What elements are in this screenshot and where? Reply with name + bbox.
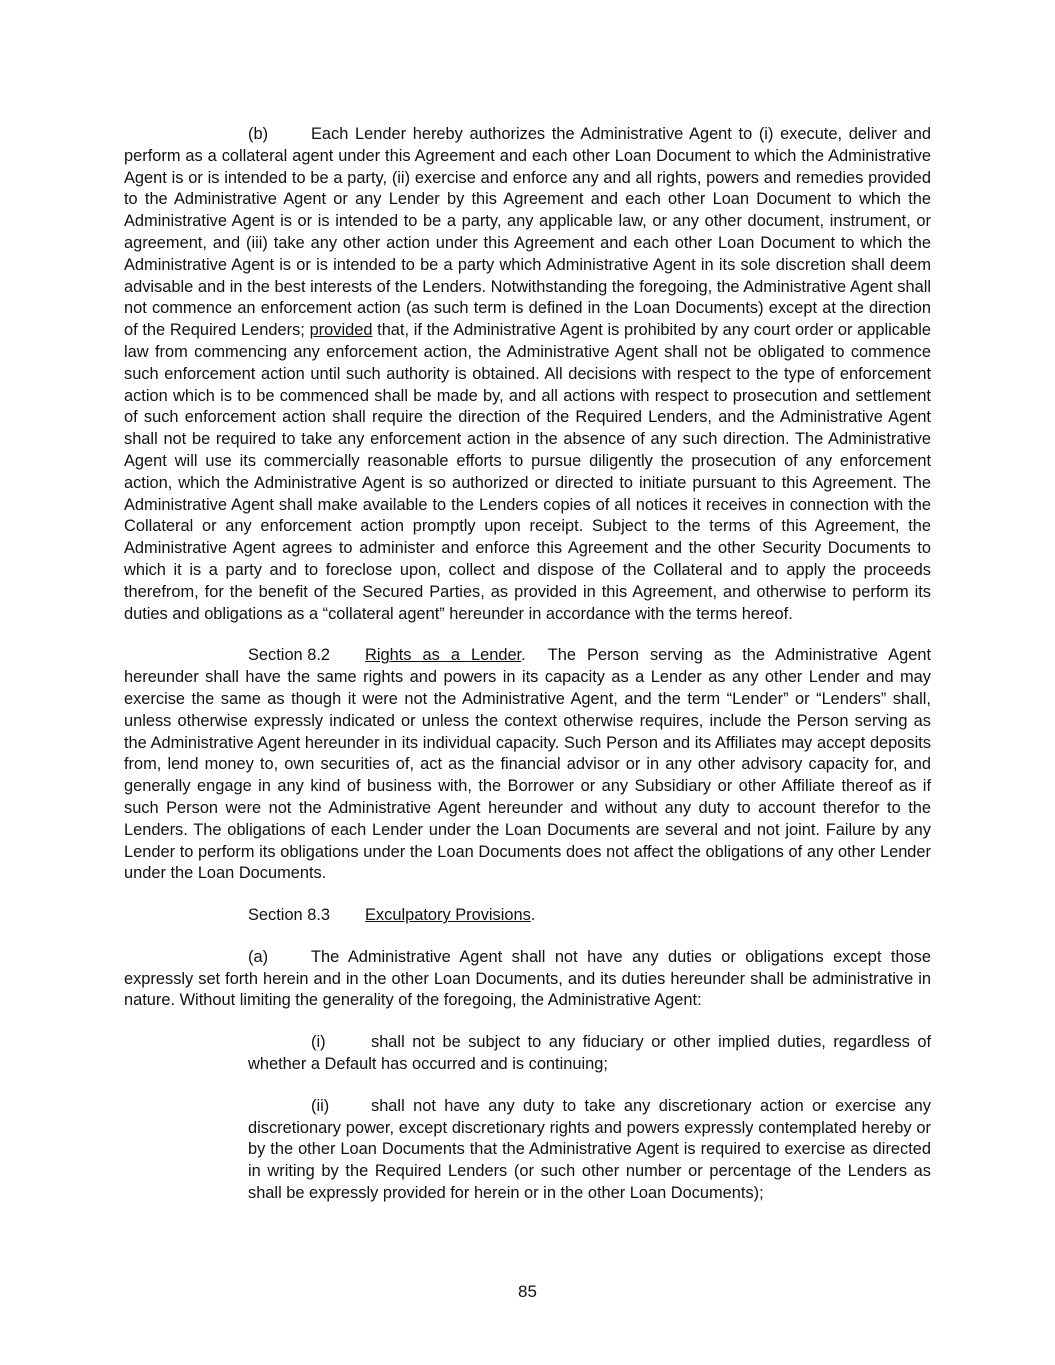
paragraph-a-text: The Administrative Agent shall not have any duties or obligations except those expressly set forth herein and in the other Loan Documents, and its duties hereunder shall be administrative in nature. Without limiting the generality of the foregoing, the Administrative Agent: <box>124 947 931 1010</box>
item-i-text: shall not be subject to any fiduciary or other implied duties, regardless of whether a Default has occurred and is continuing; <box>248 1033 931 1074</box>
section-8-2-title-punct: . <box>521 646 526 665</box>
section-8-2-paragraph <box>124 645 931 885</box>
document-body <box>124 124 931 1225</box>
section-8-2-number: Section 8.2 <box>248 646 331 665</box>
section-8-3-title: Exculpatory Provisions <box>365 906 531 925</box>
section-8-3-indent <box>124 906 248 924</box>
item-ii-text: shall not have any duty to take any discretionary action or exercise any discretionary power, except discretionary rights and powers expressly contemplated hereby or by the other Loan Documents that the Administrative Agent is required to exercise as directed in writing by the Required Lenders (or such other number or percentage of the Lenders as shall be expressly provided for herein or in the other Loan Documents); <box>248 1096 931 1203</box>
section-8-2-indent <box>124 646 248 664</box>
paragraph-b <box>124 124 931 625</box>
paragraph-a-indent <box>124 948 248 966</box>
paragraph-b-text: Each Lender hereby authorizes the Administrative Agent to (i) execute, deliver and perform as a collateral agent under this Agreement and each other Loan Document to which the Administrative Agent is or is intended to be a party, (ii) exercise and enforce any and all rights, powers and remedies provided to the Administrative Agent or any Lender by this Agreement and each other Loan Document to which the Administrative Agent is or is intended to be a party, any applicable law, or any other document, instrument, or agreement, and (iii) take any other action under this Agreement and each other Loan Document to which the Administrative Agent is or is intended to be a party which Administrative Agent in its sole discretion shall deem advisable and in the best interests of the Lenders. Notwithstanding the foregoing, the Administrative Agent shall not commence an enforcement action (as such term is defined in the Loan Documents) except at the direction of the Required Lenders; <box>124 125 931 340</box>
item-ii-label: (ii) <box>311 1096 330 1115</box>
item-ii <box>248 1096 931 1205</box>
section-8-2-title: Rights as a Lender <box>365 646 522 665</box>
paragraph-a-label: (a) <box>248 947 269 966</box>
provided-term: provided <box>309 321 373 340</box>
paragraph-a <box>124 947 931 1012</box>
paragraph-b-text-continued: that, if the Administrative Agent is prohibited by any court order or applicable law from commencing any enforcement action, the Administrative Agent shall not be obligated to commence such enforcement action until such authority is obtained. All decisions with respect to the type of enforcement action which is to be commenced shall be made by, and all actions with respect to prosecution and settlement of such enforcement action shall require the direction of the Required Lenders, and the Administrative Agent shall not be required to take any enforcement action in the absence of any such direction. The Administrative Agent will use its commercially reasonable efforts to pursue diligently the prosecution of any enforcement action, which the Administrative Agent is so authorized or directed to initiate pursuant to this Agreement. The Administrative Agent shall make available to the Lenders copies of all notices it receives in connection with the Collateral or any enforcement action promptly upon receipt. Subject to the terms of this Agreement, the Administrative Agent agrees to administer and enforce this Agreement and the other Security Documents to which it is a party and to foreclose upon, collect and dispose of the Collateral and to apply the proceeds therefrom, for the benefit of the Secured Parties, as provided in this Agreement, and otherwise to perform its duties and obligations as a “collateral agent” hereunder in accordance with the terms hereof. <box>124 321 931 623</box>
section-8-2-text: The Person serving as the Administrative Agent hereunder shall have the same rights and powers in its capacity as a Lender as any other Lender and may exercise the same as though it were not the Administrative Agent, and the term “Lender” or “Lenders” shall, unless otherwise expressly indicated or unless the context otherwise requires, include the Person serving as the Administrative Agent hereunder in its individual capacity. Such Person and its Affiliates may accept deposits from, lend money to, own securities of, act as the financial advisor or in any other advisory capacity for, and generally engage in any kind of business with, the Borrower or any Subsidiary or other Affiliate thereof as if such Person were not the Administrative Agent hereunder and without any duty to account therefor to the Lenders. The obligations of each Lender under the Loan Documents are several and not joint. Failure by any Lender to perform its obligations under the Loan Documents does not affect the obligations of any other Lender under the Loan Documents. <box>124 646 932 883</box>
page-number: 85 <box>518 1282 537 1301</box>
section-8-3-title-punct: . <box>530 906 536 925</box>
item-i <box>248 1032 931 1076</box>
paragraph-b-label: (b) <box>248 125 269 143</box>
section-8-3-heading <box>124 905 931 927</box>
item-i-label: (i) <box>311 1033 326 1052</box>
section-8-3-number: Section 8.3 <box>248 906 331 925</box>
paragraph-b-indent <box>124 125 248 143</box>
